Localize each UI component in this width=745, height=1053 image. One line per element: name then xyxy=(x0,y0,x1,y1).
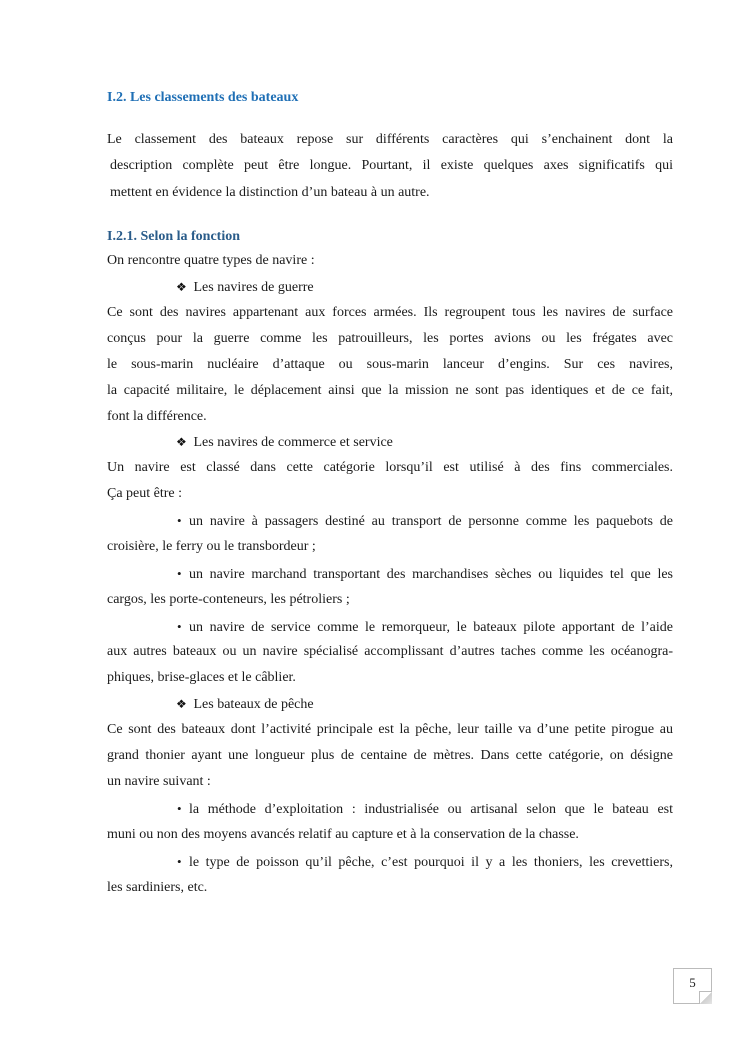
list-item-text: le type de poisson qu’il pêche, c’est pourquoi il y a les thoniers, les crevettiers, xyxy=(189,855,673,870)
diamond-bullet-icon: ❖ xyxy=(176,435,187,449)
intro-line: description complète peut être longue. Pourtant, il existe quelques axes significatifs qui xyxy=(110,158,673,173)
paragraph-line: Ce sont des bateaux dont l’activité principale est la pêche, leur taille va d’une petite pirogue au xyxy=(107,722,673,737)
list-item xyxy=(177,565,673,583)
list-item-text: la méthode d’exploitation : industrialisée ou artisanal selon que le bateau est xyxy=(189,802,673,817)
subsection-heading: I.2.1. Selon la fonction xyxy=(107,229,241,244)
category-title xyxy=(176,695,314,713)
list-item-continuation: les sardiniers, etc. xyxy=(107,880,208,895)
page-number: 5 xyxy=(689,975,696,990)
list-item xyxy=(177,800,673,818)
paragraph-line: Un navire est classé dans cette catégorie lorsqu’il est utilisé à des fins commerciales. xyxy=(107,460,673,475)
list-item-continuation: aux autres bateaux ou un navire spécialisé accomplissant d’autres taches comme les océanogra- xyxy=(107,644,673,659)
category-title xyxy=(176,278,314,296)
page-number-box xyxy=(673,968,712,1004)
category-title-text: Les navires de guerre xyxy=(193,280,314,295)
paragraph-line: le sous-marin nucléaire d’attaque ou sous-marin lanceur d’engins. Sur ces navires, xyxy=(107,357,673,372)
list-item xyxy=(177,618,673,636)
category-title-text: Les bateaux de pêche xyxy=(193,697,314,712)
bullet-dot-icon: • xyxy=(177,854,182,869)
list-item-continuation: muni ou non des moyens avancés relatif au capture et à la conservation de la chasse. xyxy=(107,827,579,842)
category-title xyxy=(176,433,393,451)
category-title-text: Les navires de commerce et service xyxy=(193,435,393,450)
section-heading: I.2. Les classements des bateaux xyxy=(107,90,299,105)
list-item-continuation: cargos, les porte-conteneurs, les pétroliers ; xyxy=(107,592,350,607)
subsection-lead: On rencontre quatre types de navire : xyxy=(107,253,315,268)
list-item-text: un navire de service comme le remorqueur, le bateaux pilote apportant de l’aide xyxy=(189,620,673,635)
paragraph-line: grand thonier ayant une longueur plus de centaine de mètres. Dans cette catégorie, on désigne xyxy=(107,748,673,763)
bullet-dot-icon: • xyxy=(177,801,182,816)
list-item-text: un navire à passagers destiné au transport de personne comme les paquebots de xyxy=(189,514,673,529)
paragraph-line: la capacité militaire, le déplacement ainsi que la mission ne sont pas identiques et de ce fait, xyxy=(107,383,673,398)
list-item-continuation: phiques, brise-glaces et le câblier. xyxy=(107,670,296,685)
paragraph-line: conçus pour la guerre comme les patrouilleurs, les portes avions ou les frégates avec xyxy=(107,331,673,346)
list-item-text: un navire marchand transportant des marchandises sèches ou liquides tel que les xyxy=(189,567,673,582)
bullet-dot-icon: • xyxy=(177,619,182,634)
intro-line: Le classement des bateaux repose sur différents caractères qui s’enchainent dont la xyxy=(107,132,673,147)
bullet-dot-icon: • xyxy=(177,566,182,581)
bullet-dot-icon: • xyxy=(177,513,182,528)
diamond-bullet-icon: ❖ xyxy=(176,280,187,294)
paragraph-line: Ça peut être : xyxy=(107,486,183,501)
page-fold-icon xyxy=(699,991,712,1004)
list-item xyxy=(177,853,673,871)
list-item xyxy=(177,512,673,530)
diamond-bullet-icon: ❖ xyxy=(176,697,187,711)
paragraph-line: un navire suivant : xyxy=(107,774,211,789)
list-item-continuation: croisière, le ferry ou le transbordeur ; xyxy=(107,539,316,554)
paragraph-line: Ce sont des navires appartenant aux forces armées. Ils regroupent tous les navires de surface xyxy=(107,305,673,320)
paragraph-line: font la différence. xyxy=(107,409,207,424)
intro-line: mettent en évidence la distinction d’un bateau à un autre. xyxy=(110,185,430,200)
